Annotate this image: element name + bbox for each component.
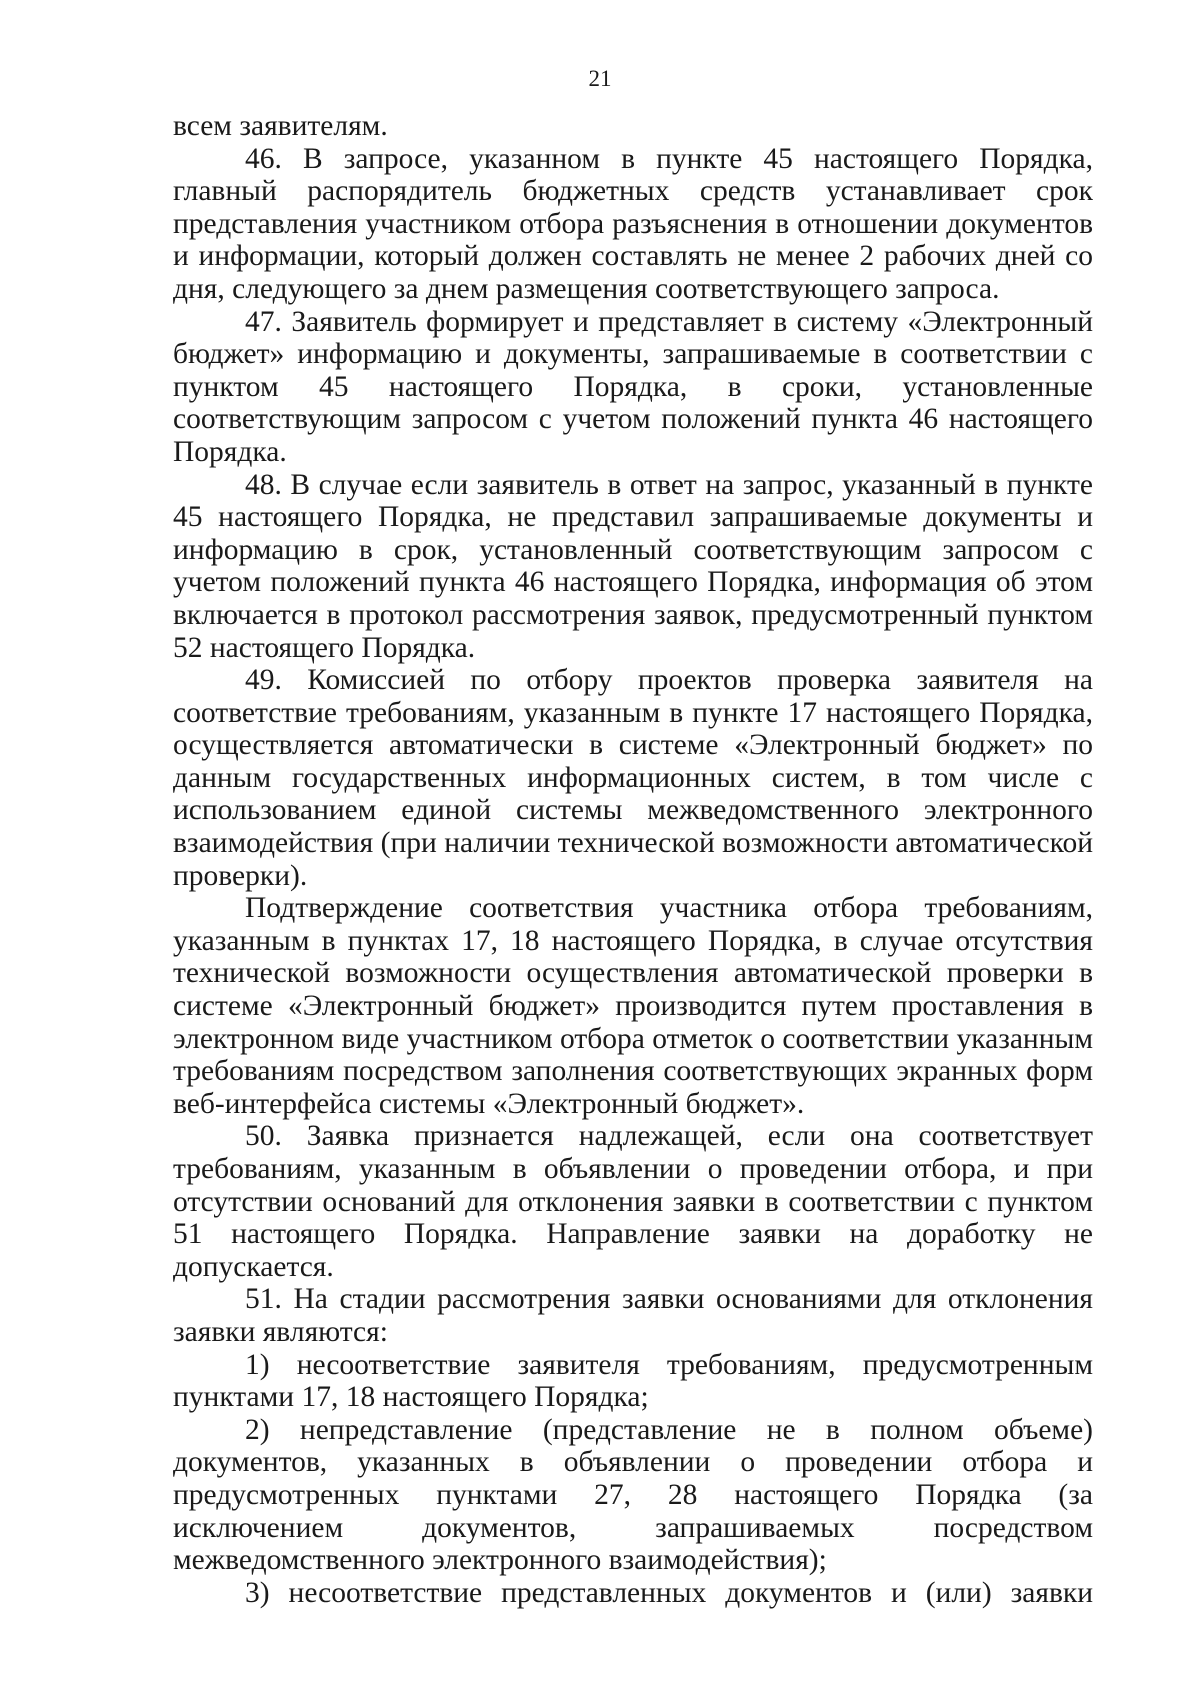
paragraph-48: 48. В случае если заявитель в ответ на запрос, указанный в пункте 45 настоящего Порядка, не представил запрашиваемые документы и информацию в срок, установленный соответствующим запросом с учетом положений пункта 46 настоящего Порядка, информация об этом включается в протокол рассмотрения заявок, предусмотренный пунктом 52 настоящего Порядка. (173, 468, 1093, 664)
paragraph-50: 50. Заявка признается надлежащей, если она соответствует требованиям, указанным в объявлении о проведении отбора, и при отсутствии оснований для отклонения заявки в соответствии с пунктом 51 настоящего Порядка. Направление заявки на доработку не допускается. (173, 1120, 1093, 1283)
list-item-3: 3) несоответствие представленных документов и (или) заявки (245, 1576, 1093, 1609)
paragraph-51: 51. На стадии рассмотрения заявки основаниями для отклонения заявки являются: (173, 1283, 1093, 1348)
list-item-1: 1) несоответствие заявителя требованиям, предусмотренным пунктами 17, 18 настоящего Порядка; (173, 1348, 1093, 1414)
document-body (173, 110, 1093, 1609)
paragraph-continuation: всем заявителям. (173, 110, 388, 142)
page-number: 21 (588, 66, 612, 91)
paragraph-49-confirmation: Подтверждение соответствия участника отбора требованиям, указанным в пунктах 17, 18 настоящего Порядка, в случае отсутствия технической возможности осуществления автоматической проверки в системе «Электронный бюджет» производится путем проставления в электронном виде участником отбора отметок о соответствии указанным требованиям посредством заполнения соответствующих экранных форм веб-интерфейса системы «Электронный бюджет». (173, 892, 1093, 1120)
paragraph-47: 47. Заявитель формирует и представляет в систему «Электронный бюджет» информацию и документы, запрашиваемые в соответствии с пунктом 45 настоящего Порядка, в сроки, установленные соответствующим запросом с учетом положений пункта 46 настоящего Порядка. (173, 305, 1093, 468)
paragraph-49: 49. Комиссией по отбору проектов проверка заявителя на соответствие требованиям, указанным в пункте 17 настоящего Порядка, осуществляется автоматически в системе «Электронный бюджет» по данным государственных информационных систем, в том числе с использованием единой системы межведомственного электронного взаимодействия (при наличии технической возможности автоматической проверки). (173, 664, 1093, 892)
list-item-2: 2) непредставление (представление не в полном объеме) документов, указанных в объявлении о проведении отбора и предусмотренных пунктами 27, 28 настоящего Порядка (за исключением документов, запрашиваемых посредством межведомственного электронного взаимодействия); (173, 1413, 1093, 1577)
paragraph-46: 46. В запросе, указанном в пункте 45 настоящего Порядка, главный распорядитель бюджетных средств устанавливает срок представления участником отбора разъяснения в отношении документов и информации, который должен составлять не менее 2 рабочих дней со дня, следующего за днем размещения соответствующего запроса. (173, 142, 1093, 305)
